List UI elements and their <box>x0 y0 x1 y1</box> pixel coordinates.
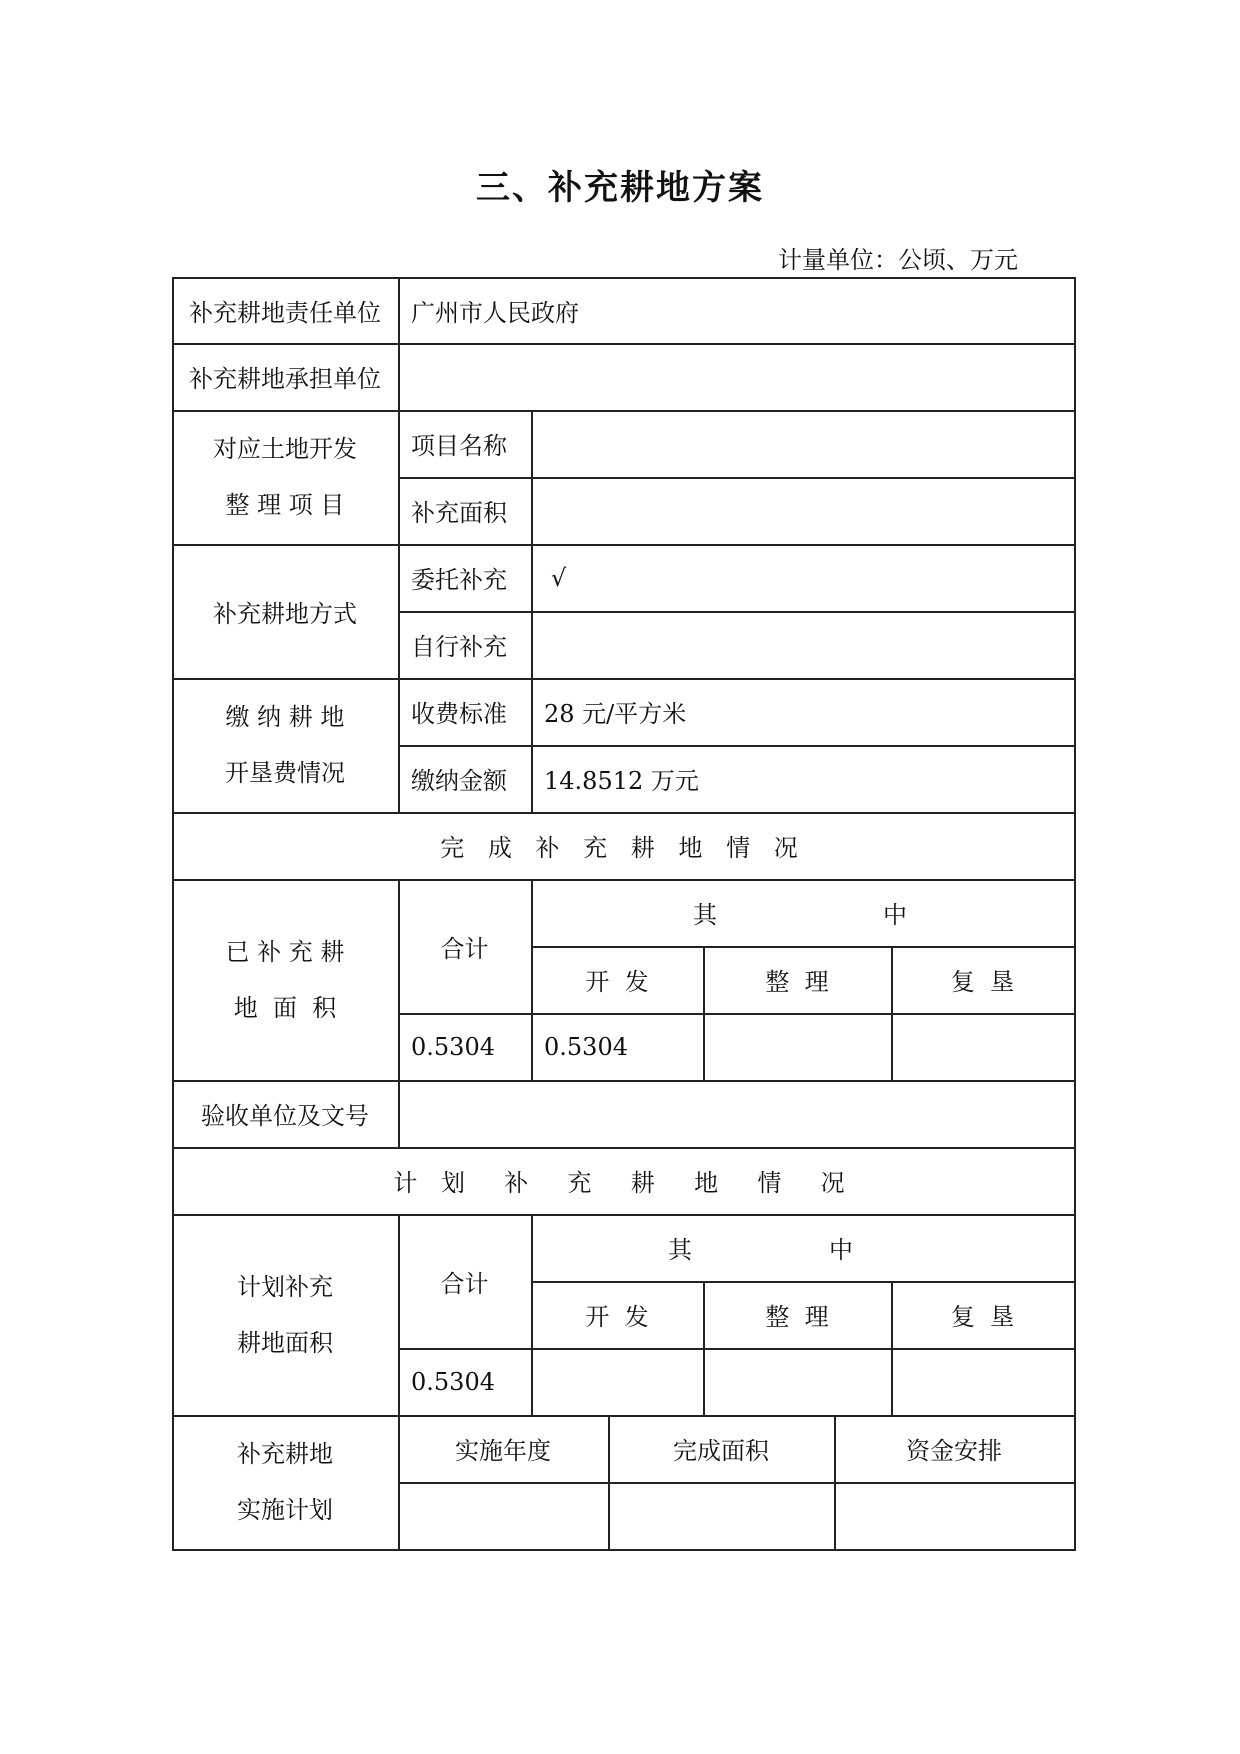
planned-tidy-label: 整 理 <box>765 1303 829 1331</box>
acceptance-value <box>398 1080 1074 1147</box>
table-border-bottom <box>172 1549 1076 1551</box>
page-title: 三、补充耕地方案 <box>476 168 764 208</box>
entrusted-check-mark: √ <box>551 563 567 592</box>
completed-dev-value: 0.5304 <box>544 1032 628 1061</box>
fee-amount-label: 缴纳金额 <box>411 767 507 795</box>
supplement-area-label: 补充面积 <box>411 499 507 527</box>
method-label: 补充耕地方式 <box>213 599 357 628</box>
implementation-fund-label: 资金安排 <box>906 1437 1002 1465</box>
project-name-value <box>531 410 1074 477</box>
implementation-fund-value <box>834 1482 1074 1549</box>
completed-tidy-value <box>703 1013 891 1080</box>
responsible-unit-label: 补充耕地责任单位 <box>189 299 381 327</box>
entrusted-label: 委托补充 <box>411 566 507 594</box>
implementation-year-label: 实施年度 <box>455 1437 551 1465</box>
planned-area-label-line2: 耕地面积 <box>237 1328 333 1357</box>
implementation-year-value <box>398 1482 608 1549</box>
planned-reclaim-value <box>891 1348 1074 1415</box>
completed-heading: 完 成 补 充 耕 地 情 况 <box>440 834 806 862</box>
unit-label: 计量单位：公顷、万元 <box>778 246 1018 274</box>
table-border-right <box>1074 277 1076 1550</box>
fee-label <box>172 678 398 812</box>
planned-heading: 计 划 补 充 耕 地 情 况 <box>393 1169 853 1197</box>
fee-standard-value: 28 元/平方米 <box>544 700 687 728</box>
planned-area-label <box>172 1214 398 1415</box>
fee-standard-label: 收费标准 <box>411 700 507 728</box>
completed-among-label-1: 其 <box>693 901 717 929</box>
land-project-label <box>172 410 398 544</box>
fee-label-line2: 开垦费情况 <box>225 759 345 787</box>
planned-among-label-2: 中 <box>829 1236 853 1264</box>
acceptance-label: 验收单位及文号 <box>201 1102 369 1130</box>
project-name-label: 项目名称 <box>411 432 507 460</box>
land-project-label-line1: 对应土地开发 <box>213 435 357 463</box>
planned-dev-label: 开 发 <box>585 1303 649 1331</box>
completed-among-label-2: 中 <box>883 901 907 929</box>
fee-label-line1: 缴 纳 耕 地 <box>225 703 345 731</box>
completed-tidy-label: 整 理 <box>765 968 829 996</box>
planned-tidy-value <box>703 1348 891 1415</box>
self-supplement-label: 自行补充 <box>411 633 507 661</box>
completed-dev-label: 开 发 <box>585 968 649 996</box>
undertaking-unit-value <box>398 343 1074 410</box>
responsible-unit-value: 广州市人民政府 <box>411 299 579 327</box>
planned-area-label-line1: 计划补充 <box>237 1272 333 1301</box>
implementation-label-line1: 补充耕地 <box>237 1440 333 1468</box>
completed-reclaim-label: 复 垦 <box>950 968 1015 996</box>
supplement-area-value <box>531 477 1074 544</box>
planned-total-label: 合计 <box>440 1269 489 1298</box>
planned-total-value: 0.5304 <box>411 1367 495 1396</box>
planned-reclaim-label: 复 垦 <box>950 1303 1015 1331</box>
planned-among-label-1: 其 <box>668 1236 692 1264</box>
completed-total-value: 0.5304 <box>411 1032 495 1061</box>
completed-area-label-line2: 地 面 积 <box>233 993 337 1022</box>
land-project-label-line2: 整 理 项 目 <box>225 491 345 519</box>
completed-area-label <box>172 879 398 1080</box>
implementation-area-value <box>608 1482 834 1549</box>
completed-total-label: 合计 <box>440 934 489 963</box>
completed-area-label-line1: 已 补 充 耕 <box>225 937 345 966</box>
fee-amount-value: 14.8512 万元 <box>544 767 699 795</box>
completed-reclaim-value <box>891 1013 1074 1080</box>
implementation-label-line2: 实施计划 <box>237 1496 333 1524</box>
implementation-label <box>172 1415 398 1549</box>
implementation-area-label: 完成面积 <box>673 1437 769 1465</box>
undertaking-unit-label: 补充耕地承担单位 <box>189 365 381 393</box>
planned-dev-value <box>531 1348 703 1415</box>
self-supplement-value <box>531 611 1074 678</box>
